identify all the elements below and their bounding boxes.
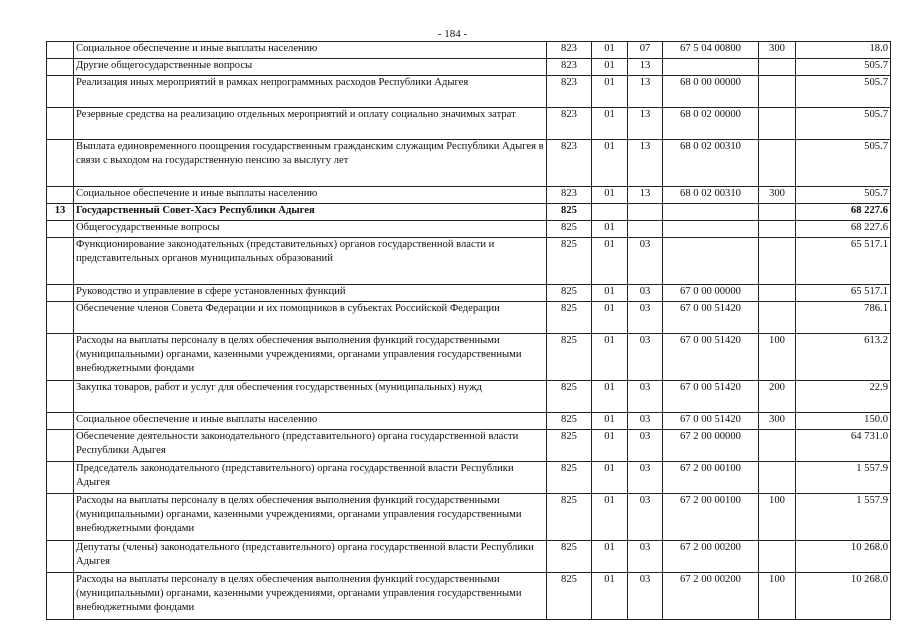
expense-type-code-cell bbox=[759, 430, 796, 462]
item-name-cell: Расходы на выплаты персоналу в целях обеспечения выполнения функций государственными (муниципальными) органами, казенными учреждениями, органами управления государственными внебюджетными фондами bbox=[74, 573, 547, 620]
subsection-code-cell: 13 bbox=[628, 76, 663, 108]
subsection-code-cell: 13 bbox=[628, 140, 663, 187]
admin-code-cell: 823 bbox=[547, 76, 592, 108]
admin-code-cell: 825 bbox=[547, 462, 592, 494]
section-code-cell: 01 bbox=[592, 76, 628, 108]
admin-code-cell: 825 bbox=[547, 381, 592, 413]
amount-cell: 505.7 bbox=[796, 76, 891, 108]
subsection-code-cell: 03 bbox=[628, 238, 663, 285]
subsection-code-cell: 03 bbox=[628, 573, 663, 620]
item-name-cell: Выплата единовременного поощрения государственным гражданским служащим Республики Адыгея в связи с выходом на государственную пенсию за выслугу лет bbox=[74, 140, 547, 187]
admin-code-cell: 825 bbox=[547, 494, 592, 541]
table-row bbox=[47, 108, 891, 140]
amount-cell: 150.0 bbox=[796, 413, 891, 430]
subsection-code-cell: 03 bbox=[628, 430, 663, 462]
subsection-code-cell: 03 bbox=[628, 334, 663, 381]
table-row bbox=[47, 541, 891, 573]
admin-code-cell: 825 bbox=[547, 238, 592, 285]
subsection-code-cell: 03 bbox=[628, 381, 663, 413]
expense-type-code-cell bbox=[759, 462, 796, 494]
row-number-cell bbox=[47, 76, 74, 108]
subsection-code-cell: 03 bbox=[628, 462, 663, 494]
target-item-code-cell: 67 2 00 00100 bbox=[663, 462, 759, 494]
expense-type-code-cell bbox=[759, 76, 796, 108]
subsection-code-cell: 03 bbox=[628, 541, 663, 573]
section-code-cell bbox=[592, 204, 628, 221]
row-number-cell bbox=[47, 285, 74, 302]
amount-cell: 68 227.6 bbox=[796, 204, 891, 221]
section-code-cell: 01 bbox=[592, 42, 628, 59]
amount-cell: 10 268.0 bbox=[796, 573, 891, 620]
table-row bbox=[47, 494, 891, 541]
row-number-cell: 13 bbox=[47, 204, 74, 221]
page-number: - 184 - bbox=[437, 28, 468, 40]
item-name-cell: Общегосударственные вопросы bbox=[74, 221, 547, 238]
subsection-code-cell: 13 bbox=[628, 108, 663, 140]
item-name-cell: Председатель законодательного (представительного) органа государственной власти Республики Адыгея bbox=[74, 462, 547, 494]
table-row bbox=[47, 59, 891, 76]
table-row bbox=[47, 334, 891, 381]
target-item-code-cell bbox=[663, 221, 759, 238]
admin-code-cell: 823 bbox=[547, 59, 592, 76]
target-item-code-cell: 67 2 00 00000 bbox=[663, 430, 759, 462]
subsection-code-cell: 03 bbox=[628, 494, 663, 541]
expense-type-code-cell: 300 bbox=[759, 42, 796, 59]
item-name-cell: Резервные средства на реализацию отдельных мероприятий и оплату социально значимых затрат bbox=[74, 108, 547, 140]
table-row bbox=[47, 462, 891, 494]
target-item-code-cell bbox=[663, 204, 759, 221]
target-item-code-cell: 67 0 00 51420 bbox=[663, 413, 759, 430]
table-row bbox=[47, 76, 891, 108]
expense-type-code-cell: 100 bbox=[759, 334, 796, 381]
subsection-code-cell: 03 bbox=[628, 302, 663, 334]
expense-type-code-cell: 200 bbox=[759, 381, 796, 413]
amount-cell: 10 268.0 bbox=[796, 541, 891, 573]
amount-cell: 613.2 bbox=[796, 334, 891, 381]
table-row bbox=[47, 204, 891, 221]
row-number-cell bbox=[47, 541, 74, 573]
amount-cell: 505.7 bbox=[796, 108, 891, 140]
target-item-code-cell: 67 5 04 00800 bbox=[663, 42, 759, 59]
admin-code-cell: 823 bbox=[547, 187, 592, 204]
section-code-cell: 01 bbox=[592, 285, 628, 302]
admin-code-cell: 825 bbox=[547, 221, 592, 238]
amount-cell: 505.7 bbox=[796, 59, 891, 76]
item-name-cell: Государственный Совет-Хасэ Республики Адыгея bbox=[74, 204, 547, 221]
target-item-code-cell: 67 0 00 51420 bbox=[663, 381, 759, 413]
table-row bbox=[47, 285, 891, 302]
table-row bbox=[47, 302, 891, 334]
target-item-code-cell: 68 0 00 00000 bbox=[663, 76, 759, 108]
row-number-cell bbox=[47, 302, 74, 334]
row-number-cell bbox=[47, 494, 74, 541]
expense-type-code-cell bbox=[759, 108, 796, 140]
row-number-cell bbox=[47, 430, 74, 462]
table-row bbox=[47, 573, 891, 620]
amount-cell: 22.9 bbox=[796, 381, 891, 413]
row-number-cell bbox=[47, 140, 74, 187]
expense-type-code-cell bbox=[759, 59, 796, 76]
amount-cell: 64 731.0 bbox=[796, 430, 891, 462]
item-name-cell: Реализация иных мероприятий в рамках непрограммных расходов Республики Адыгея bbox=[74, 76, 547, 108]
admin-code-cell: 825 bbox=[547, 302, 592, 334]
subsection-code-cell: 07 bbox=[628, 42, 663, 59]
admin-code-cell: 823 bbox=[547, 108, 592, 140]
row-number-cell bbox=[47, 238, 74, 285]
row-number-cell bbox=[47, 108, 74, 140]
item-name-cell: Обеспечение членов Совета Федерации и их помощников в субъектах Российской Федерации bbox=[74, 302, 547, 334]
expense-type-code-cell bbox=[759, 302, 796, 334]
expense-type-code-cell bbox=[759, 541, 796, 573]
admin-code-cell: 825 bbox=[547, 573, 592, 620]
target-item-code-cell: 67 2 00 00100 bbox=[663, 494, 759, 541]
expense-type-code-cell bbox=[759, 221, 796, 238]
budget-table bbox=[46, 41, 891, 620]
target-item-code-cell: 68 0 02 00310 bbox=[663, 187, 759, 204]
item-name-cell: Расходы на выплаты персоналу в целях обеспечения выполнения функций государственными (муниципальными) органами, казенными учреждениями, органами управления государственными внебюджетными фондами bbox=[74, 334, 547, 381]
section-code-cell: 01 bbox=[592, 494, 628, 541]
section-code-cell: 01 bbox=[592, 573, 628, 620]
amount-cell: 65 517.1 bbox=[796, 238, 891, 285]
section-code-cell: 01 bbox=[592, 140, 628, 187]
target-item-code-cell: 67 0 00 51420 bbox=[663, 334, 759, 381]
target-item-code-cell bbox=[663, 238, 759, 285]
admin-code-cell: 825 bbox=[547, 204, 592, 221]
amount-cell: 68 227.6 bbox=[796, 221, 891, 238]
item-name-cell: Другие общегосударственные вопросы bbox=[74, 59, 547, 76]
item-name-cell: Депутаты (члены) законодательного (представительного) органа государственной власти Республики Адыгея bbox=[74, 541, 547, 573]
expense-type-code-cell: 100 bbox=[759, 494, 796, 541]
section-code-cell: 01 bbox=[592, 221, 628, 238]
expense-type-code-cell: 100 bbox=[759, 573, 796, 620]
expense-type-code-cell: 300 bbox=[759, 413, 796, 430]
expense-type-code-cell bbox=[759, 140, 796, 187]
expense-type-code-cell bbox=[759, 204, 796, 221]
amount-cell: 18.0 bbox=[796, 42, 891, 59]
budget-table-body bbox=[47, 42, 891, 620]
table-row bbox=[47, 413, 891, 430]
amount-cell: 786.1 bbox=[796, 302, 891, 334]
amount-cell: 65 517.1 bbox=[796, 285, 891, 302]
item-name-cell: Функционирование законодательных (представительных) органов государственной власти и представительных органов муниципальных образований bbox=[74, 238, 547, 285]
target-item-code-cell: 68 0 02 00000 bbox=[663, 108, 759, 140]
section-code-cell: 01 bbox=[592, 430, 628, 462]
item-name-cell: Обеспечение деятельности законодательного (представительного) органа государственной власти Республики Адыгея bbox=[74, 430, 547, 462]
expense-type-code-cell: 300 bbox=[759, 187, 796, 204]
section-code-cell: 01 bbox=[592, 381, 628, 413]
table-row bbox=[47, 381, 891, 413]
admin-code-cell: 823 bbox=[547, 42, 592, 59]
target-item-code-cell: 68 0 02 00310 bbox=[663, 140, 759, 187]
section-code-cell: 01 bbox=[592, 108, 628, 140]
item-name-cell: Социальное обеспечение и иные выплаты населению bbox=[74, 187, 547, 204]
subsection-code-cell: 13 bbox=[628, 187, 663, 204]
admin-code-cell: 825 bbox=[547, 430, 592, 462]
row-number-cell bbox=[47, 462, 74, 494]
subsection-code-cell: 13 bbox=[628, 59, 663, 76]
subsection-code-cell bbox=[628, 204, 663, 221]
admin-code-cell: 825 bbox=[547, 413, 592, 430]
table-row bbox=[47, 238, 891, 285]
section-code-cell: 01 bbox=[592, 59, 628, 76]
subsection-code-cell: 03 bbox=[628, 413, 663, 430]
table-row bbox=[47, 140, 891, 187]
section-code-cell: 01 bbox=[592, 413, 628, 430]
expense-type-code-cell bbox=[759, 238, 796, 285]
item-name-cell: Социальное обеспечение и иные выплаты населению bbox=[74, 42, 547, 59]
target-item-code-cell: 67 0 00 51420 bbox=[663, 302, 759, 334]
expense-type-code-cell bbox=[759, 285, 796, 302]
row-number-cell bbox=[47, 42, 74, 59]
target-item-code-cell bbox=[663, 59, 759, 76]
table-row bbox=[47, 187, 891, 204]
row-number-cell bbox=[47, 221, 74, 238]
subsection-code-cell: 03 bbox=[628, 285, 663, 302]
section-code-cell: 01 bbox=[592, 302, 628, 334]
subsection-code-cell bbox=[628, 221, 663, 238]
row-number-cell bbox=[47, 334, 74, 381]
row-number-cell bbox=[47, 381, 74, 413]
amount-cell: 505.7 bbox=[796, 187, 891, 204]
item-name-cell: Социальное обеспечение и иные выплаты населению bbox=[74, 413, 547, 430]
section-code-cell: 01 bbox=[592, 187, 628, 204]
amount-cell: 1 557.9 bbox=[796, 494, 891, 541]
section-code-cell: 01 bbox=[592, 462, 628, 494]
target-item-code-cell: 67 2 00 00200 bbox=[663, 541, 759, 573]
target-item-code-cell: 67 2 00 00200 bbox=[663, 573, 759, 620]
table-row bbox=[47, 430, 891, 462]
section-code-cell: 01 bbox=[592, 238, 628, 285]
table-row bbox=[47, 42, 891, 59]
target-item-code-cell: 67 0 00 00000 bbox=[663, 285, 759, 302]
amount-cell: 505.7 bbox=[796, 140, 891, 187]
row-number-cell bbox=[47, 59, 74, 76]
item-name-cell: Расходы на выплаты персоналу в целях обеспечения выполнения функций государственными (муниципальными) органами, казенными учреждениями, органами управления государственными внебюджетными фондами bbox=[74, 494, 547, 541]
admin-code-cell: 825 bbox=[547, 541, 592, 573]
admin-code-cell: 825 bbox=[547, 285, 592, 302]
item-name-cell: Руководство и управление в сфере установленных функций bbox=[74, 285, 547, 302]
row-number-cell bbox=[47, 573, 74, 620]
amount-cell: 1 557.9 bbox=[796, 462, 891, 494]
admin-code-cell: 825 bbox=[547, 334, 592, 381]
item-name-cell: Закупка товаров, работ и услуг для обеспечения государственных (муниципальных) нужд bbox=[74, 381, 547, 413]
row-number-cell bbox=[47, 413, 74, 430]
table-row bbox=[47, 221, 891, 238]
section-code-cell: 01 bbox=[592, 541, 628, 573]
section-code-cell: 01 bbox=[592, 334, 628, 381]
row-number-cell bbox=[47, 187, 74, 204]
admin-code-cell: 823 bbox=[547, 140, 592, 187]
